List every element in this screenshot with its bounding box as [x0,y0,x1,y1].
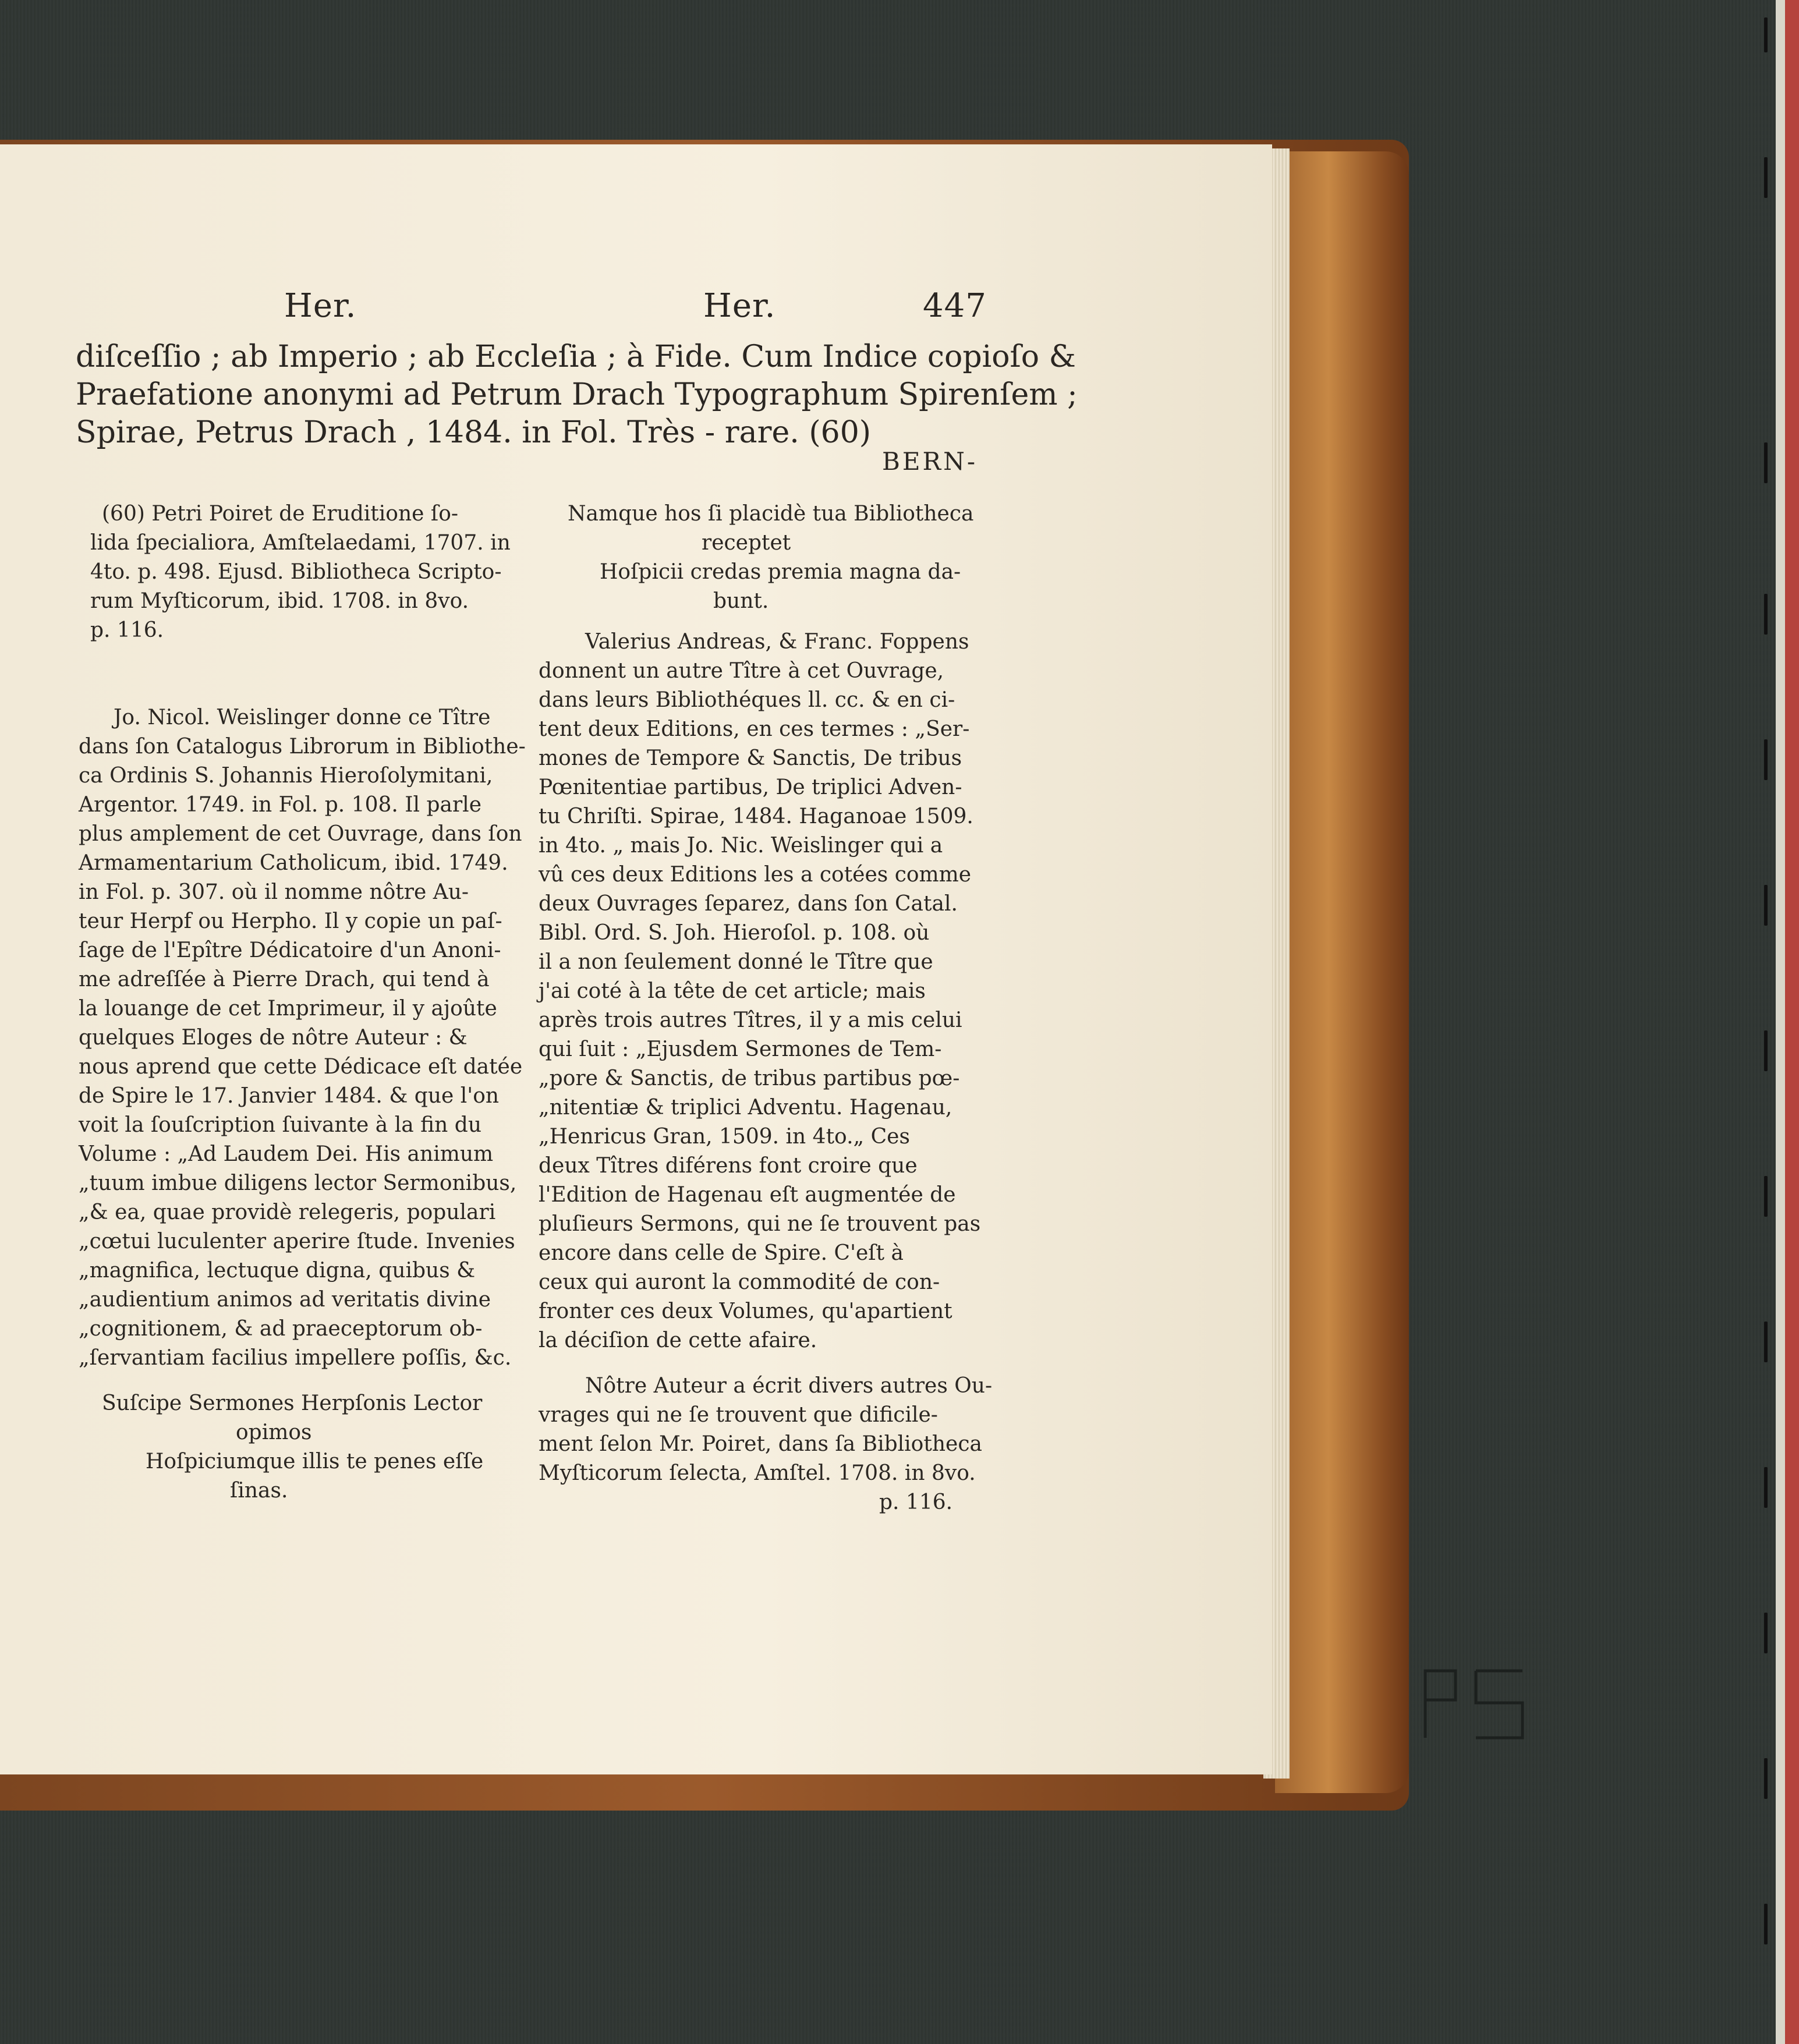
main-text-line: diſceſſio ; ab Imperio ; ab Eccleſia ; à Fide. Cum Indice copioſo & [76,339,1076,374]
paragraph-line: vû ces deux Editions les a cotées comme [539,863,972,887]
paragraph-line: p. 116. [879,1490,953,1514]
footnote-line: rum Myſticorum, ibid. 1708. in 8vo. [90,589,469,613]
paragraph-line: mones de Tempore & Sanctis, De tribus [539,746,962,770]
paragraph-line: Jo. Nicol. Weislinger donne ce Tître [114,706,491,729]
verse-line: bunt. [713,589,769,613]
paragraph-line: qui ſuit : „Ejusdem Sermones de Tem- [539,1037,942,1061]
book-cover-edge [1275,151,1409,1793]
paragraph-line: Bibl. Ord. S. Joh. Hieroſol. p. 108. où [539,921,930,945]
running-head-left: Her. [284,287,357,325]
paragraph-line: nous aprend que cette Dédicace eſt datée [79,1055,523,1079]
paragraph-line: vrages qui ne ſe trouvent que dificile- [539,1403,938,1427]
page-number: 447 [923,287,987,325]
paragraph-line: plus amplement de cet Ouvrage, dans ſon [79,822,522,846]
ps-logo-icon [1421,1665,1531,1741]
ruler-marks [1764,0,1776,2044]
paragraph-line: Argentor. 1749. in Fol. p. 108. Il parle [79,793,481,817]
paragraph-line: „ſervantiam facilius impellere poſſis, &c. [79,1346,512,1370]
paragraph-line: „nitentiæ & triplici Adventu. Hagenau, [539,1096,952,1120]
right-paragraph-1 [539,628,992,1355]
paragraph-line: in Fol. p. 307. où il nomme nôtre Au- [79,880,469,904]
paragraph-line: dans leurs Bibliothéques ll. cc. & en ci- [539,688,955,712]
paragraph-line: Armamentarium Catholicum, ibid. 1749. [79,851,508,875]
catchword: BERN- [882,447,978,476]
footnote-line: lida ſpecialiora, Amſtelaedami, 1707. in [90,531,511,555]
footnote-line: (60) Petri Poiret de Eruditione ſo- [102,502,459,526]
verse-line: Hoſpicii credas premia magna da- [600,560,961,584]
verse-line: Suſcipe Sermones Herpſonis Lector [102,1391,483,1415]
paragraph-line: pluſieurs Sermons, qui ne ſe trouvent pas [539,1212,981,1236]
right-verse [539,500,992,616]
paragraph-line: la déciſion de cette afaire. [539,1329,817,1352]
paragraph-line: Nôtre Auteur a écrit divers autres Ou- [585,1374,993,1398]
paragraph-line: in 4to. „ mais Jo. Nic. Weislinger qui a [539,834,943,858]
verse-line: ſinas. [230,1479,288,1503]
book-page [0,144,1272,1774]
paragraph-line: „Henricus Gran, 1509. in 4to.„ Ces [539,1125,910,1149]
paragraph-line: ſage de l'Epître Dédicatoire d'un Anoni- [79,938,501,962]
scan-edge-red-strip [1785,0,1799,2044]
paragraph-line: j'ai coté à la tête de cet article; mais [539,979,926,1003]
paragraph-line: Myſticorum ſelecta, Amſtel. 1708. in 8vo. [539,1461,976,1485]
paragraph-line: après trois autres Tîtres, il y a mis celui [539,1008,962,1032]
left-paragraph [79,703,526,1373]
verse-line: Namque hos ſi placidè tua Bibliotheca [568,502,974,526]
paragraph-line: „cognitionem, & ad praeceptorum ob- [79,1317,483,1341]
paragraph-line: tu Chriſti. Spirae, 1484. Haganoae 1509. [539,805,973,828]
paragraph-line: Volume : „Ad Laudem Dei. His animum [79,1142,494,1166]
paragraph-line: de Spire le 17. Janvier 1484. & que l'on [79,1084,500,1108]
left-verse [79,1389,526,1505]
paragraph-line: teur Herpf ou Herpho. Il y copie un paſ- [79,909,502,933]
footnote-block [79,500,526,645]
paragraph-line: la louange de cet Imprimeur, il y ajoûte [79,997,497,1021]
paragraph-line: dans ſon Catalogus Librorum in Bibliothe- [79,735,526,759]
paragraph-line: donnent un autre Tître à cet Ouvrage, [539,659,944,683]
paragraph-line: me adreſſée à Pierre Drach, qui tend à [79,968,490,991]
verse-line: opimos [236,1420,312,1444]
paragraph-line: quelques Eloges de nôtre Auteur : & [79,1026,468,1050]
paragraph-line: „tuum imbue diligens lector Sermonibus, [79,1171,517,1195]
paragraph-line: ceux qui auront la commodité de con- [539,1270,940,1294]
paragraph-line: „cœtui luculenter aperire ſtude. Invenies [79,1230,515,1253]
footnote-line: 4to. p. 498. Ejusd. Bibliotheca Scripto- [90,560,502,584]
right-column [539,500,992,1517]
verse-line: receptet [702,531,791,555]
paragraph-line: „magnifica, lectuque digna, quibus & [79,1259,476,1283]
paragraph-line: fronter ces deux Volumes, qu'apartient [539,1299,952,1323]
paragraph-line: il a non ſeulement donné le Tître que [539,950,933,974]
paragraph-line: deux Tîtres diférens font croire que [539,1154,918,1178]
paragraph-line: voit la ſouſcription ſuivante à la fin du [79,1113,481,1137]
paragraph-line: ment ſelon Mr. Poiret, dans ſa Bibliotheca [539,1432,982,1456]
paragraph-line: ca Ordinis S. Johannis Hieroſolymitani, [79,764,493,788]
paragraph-line: „pore & Sanctis, de tribus partibus pœ- [539,1067,960,1090]
paragraph-line: l'Edition de Hagenau eſt augmentée de [539,1183,956,1207]
left-column [79,500,526,1505]
running-head-center: Her. [703,287,776,325]
verse-line: Hoſpiciumque illis te penes eſſe [146,1450,484,1473]
footnote-line: p. 116. [90,618,164,642]
paragraph-line: Pœnitentiae partibus, De triplici Adven- [539,775,962,799]
paragraph-line: encore dans celle de Spire. C'eſt à [539,1241,904,1265]
main-text-line: Praefatione anonymi ad Petrum Drach Typographum Spirenſem ; [76,377,1078,412]
paragraph-line: „audientium animos ad veritatis divine [79,1288,491,1312]
main-text-line: Spirae, Petrus Drach , 1484. in Fol. Très - rare. (60) [76,415,872,450]
paragraph-line: Valerius Andreas, & Franc. Foppens [585,630,969,654]
paragraph-line: „& ea, quae providè relegeris, populari [79,1200,496,1224]
paragraph-line: deux Ouvrages ſeparez, dans ſon Catal. [539,892,958,916]
paragraph-line: tent deux Editions, en ces termes : „Ser- [539,717,970,741]
right-paragraph-2 [539,1372,992,1517]
